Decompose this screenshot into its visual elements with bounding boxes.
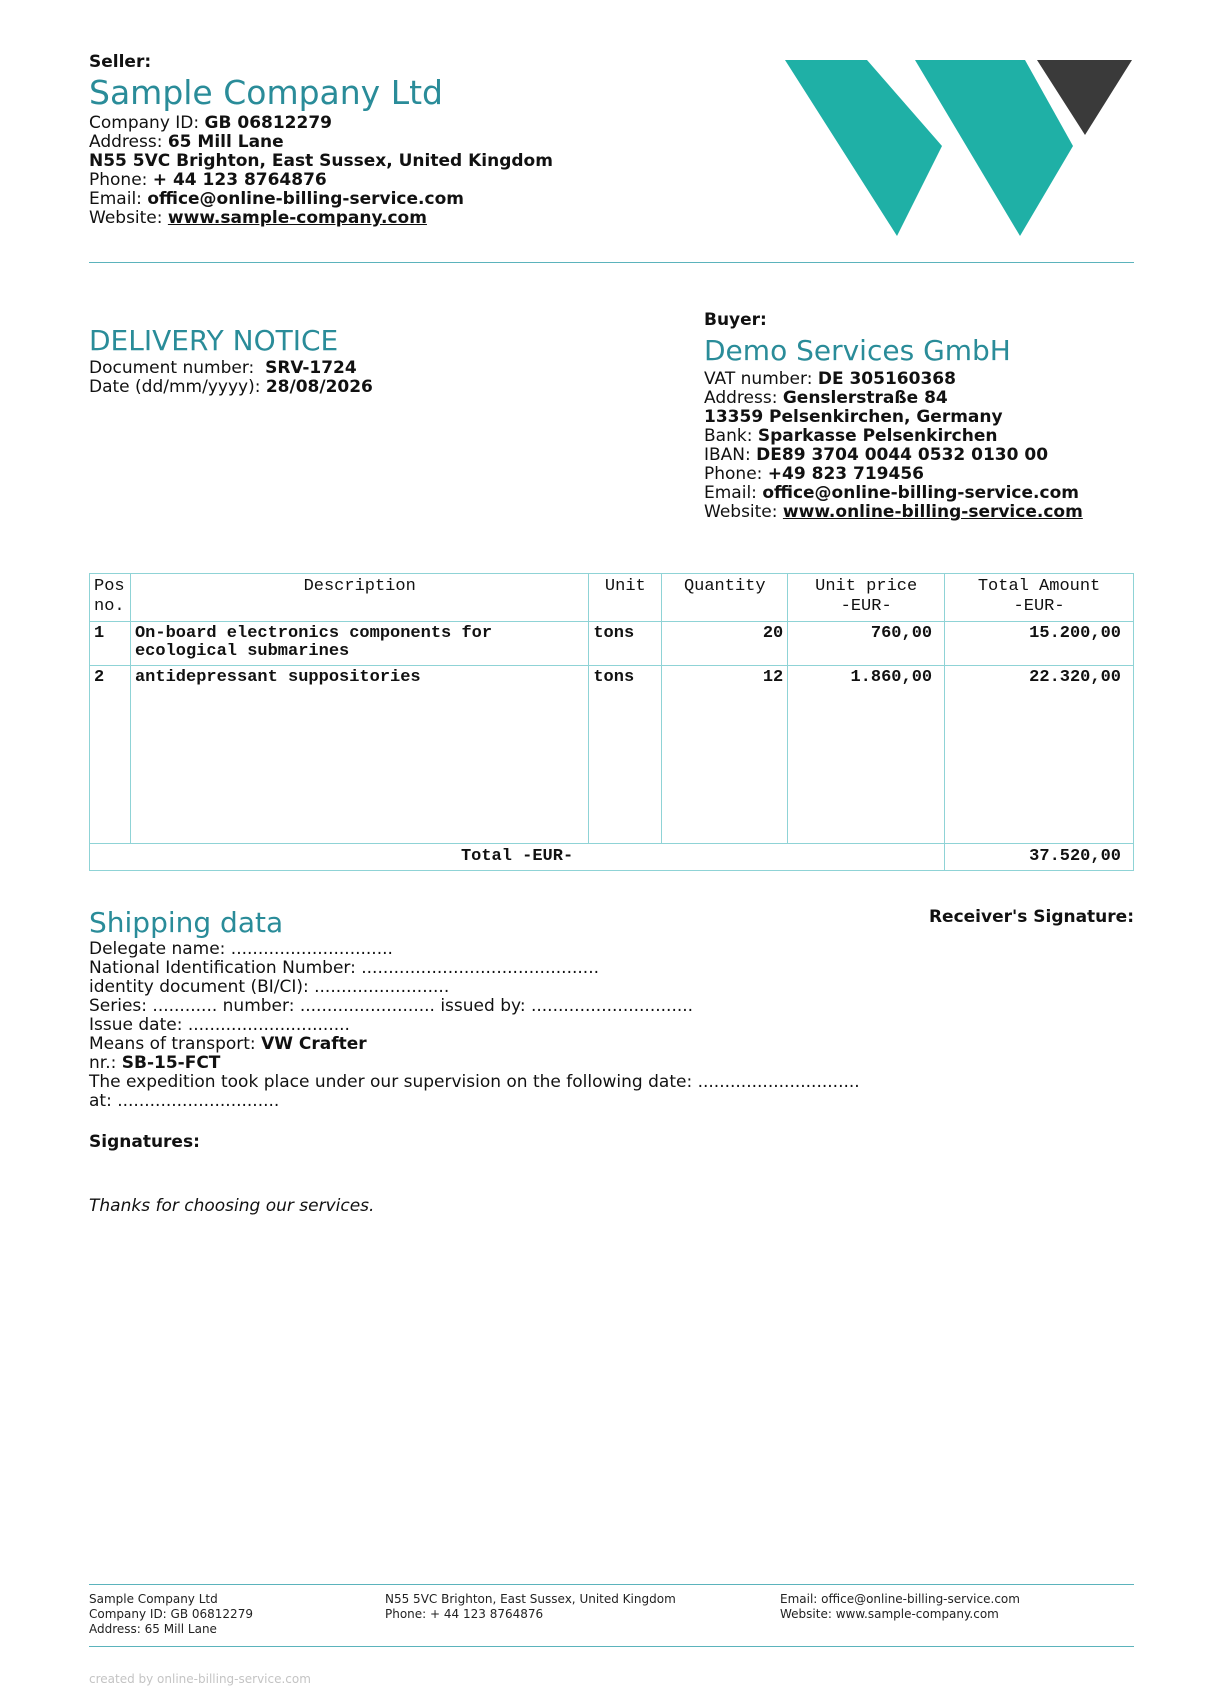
buyer-iban: IBAN: DE89 3704 0044 0532 0130 00 [704, 445, 1049, 465]
footer-bottom-divider [89, 1646, 1134, 1647]
header-total: Total Amount -EUR- [945, 574, 1134, 622]
row-unit: tons [589, 622, 662, 666]
document-number: Document number: SRV-1724 [89, 358, 357, 378]
footer-city: N55 5VC Brighton, East Sussex, United Kingdom [385, 1592, 676, 1606]
footer-email: Email: office@online-billing-service.com [780, 1592, 1020, 1606]
row-unit-price: 760,00 [788, 622, 945, 666]
row-unit-price: 1.860,00 [788, 666, 945, 844]
row-description: On-board electronics components for ecological submarines [130, 622, 588, 666]
seller-website-link[interactable]: www.sample-company.com [167, 208, 427, 228]
header-quantity: Quantity [662, 574, 788, 622]
footer-top-divider [89, 1584, 1134, 1585]
total-value: 37.520,00 [945, 844, 1134, 871]
buyer-address: Address: Genslerstraße 84 [704, 388, 948, 408]
signatures-label: Signatures: [89, 1132, 200, 1152]
thanks-text: Thanks for choosing our services. [89, 1196, 375, 1216]
receiver-signature-label: Receiver's Signature: [928, 907, 1134, 927]
buyer-vat: VAT number: DE 305160368 [704, 369, 956, 389]
row-unit: tons [589, 666, 662, 844]
row-pos: 2 [90, 666, 131, 844]
footer-col-contact [780, 1592, 1020, 1622]
items-table [89, 573, 1134, 871]
company-logo [785, 58, 1135, 238]
seller-address: Address: 65 Mill Lane [89, 132, 284, 152]
shipping-series: Series: ............ number: ......................... issued by: .............................. [89, 996, 694, 1016]
buyer-phone: Phone: +49 823 719456 [704, 464, 924, 484]
seller-city: N55 5VC Brighton, East Sussex, United Kingdom [89, 151, 553, 171]
table-row [90, 666, 1134, 844]
document-title: DELIVERY NOTICE [89, 324, 339, 357]
shipping-expedition: The expedition took place under our supervision on the following date: .............................. [89, 1072, 860, 1092]
header-divider [89, 262, 1134, 263]
buyer-website-link[interactable]: www.online-billing-service.com [782, 502, 1083, 522]
row-description: antidepressant suppositories [130, 666, 588, 844]
buyer-website: Website: www.online-billing-service.com [704, 502, 1083, 522]
seller-heading: Seller: [89, 52, 152, 72]
buyer-block [704, 310, 1083, 522]
seller-phone: Phone: + 44 123 8764876 [89, 170, 327, 190]
row-quantity: 12 [662, 666, 788, 844]
footer-col-location [385, 1592, 676, 1622]
document-date: Date (dd/mm/yyyy): 28/08/2026 [89, 377, 373, 397]
header-pos: Pos no. [90, 574, 131, 622]
buyer-name: Demo Services GmbH [704, 334, 1011, 367]
header-unit-price: Unit price -EUR- [788, 574, 945, 622]
row-total: 22.320,00 [945, 666, 1134, 844]
row-total: 15.200,00 [945, 622, 1134, 666]
seller-block [89, 52, 553, 228]
table-header-row [90, 574, 1134, 622]
created-by-text: created by online-billing-service.com [89, 1672, 311, 1686]
footer-phone: Phone: + 44 123 8764876 [385, 1607, 544, 1621]
document-block [89, 324, 373, 397]
header-description: Description [130, 574, 588, 622]
footer-website[interactable]: Website: www.sample-company.com [780, 1607, 999, 1621]
shipping-transport: Means of transport: VW Crafter [89, 1034, 367, 1054]
footer-address: Address: 65 Mill Lane [89, 1622, 217, 1636]
footer-company-id: Company ID: GB 06812279 [89, 1607, 253, 1621]
shipping-issue-date: Issue date: .............................. [89, 1015, 350, 1035]
seller-email: Email: office@online-billing-service.com [89, 189, 464, 209]
seller-name: Sample Company Ltd [89, 73, 443, 112]
table-total-row [90, 844, 1134, 871]
shipping-nr: nr.: SB-15-FCT [89, 1053, 221, 1073]
logo-left-stroke [785, 60, 942, 236]
seller-website: Website: www.sample-company.com [89, 208, 427, 228]
shipping-delegate: Delegate name: .............................. [89, 939, 393, 959]
header-unit: Unit [589, 574, 662, 622]
buyer-heading: Buyer: [704, 310, 767, 330]
shipping-title: Shipping data [89, 906, 284, 939]
footer-col-company [89, 1592, 253, 1637]
buyer-email: Email: office@online-billing-service.com [704, 483, 1079, 503]
seller-company-id: Company ID: GB 06812279 [89, 113, 332, 133]
total-label: Total -EUR- [90, 844, 945, 871]
shipping-identity-doc: identity document (BI/CI): ......................... [89, 977, 450, 997]
buyer-city: 13359 Pelsenkirchen, Germany [704, 407, 1003, 427]
shipping-block [89, 906, 860, 1111]
buyer-bank: Bank: Sparkasse Pelsenkirchen [704, 426, 998, 446]
shipping-national-id: National Identification Number: ............................................ [89, 958, 599, 978]
footer-company-name: Sample Company Ltd [89, 1592, 218, 1606]
table-row [90, 622, 1134, 666]
row-quantity: 20 [662, 622, 788, 666]
row-pos: 1 [90, 622, 131, 666]
shipping-at: at: .............................. [89, 1091, 280, 1111]
